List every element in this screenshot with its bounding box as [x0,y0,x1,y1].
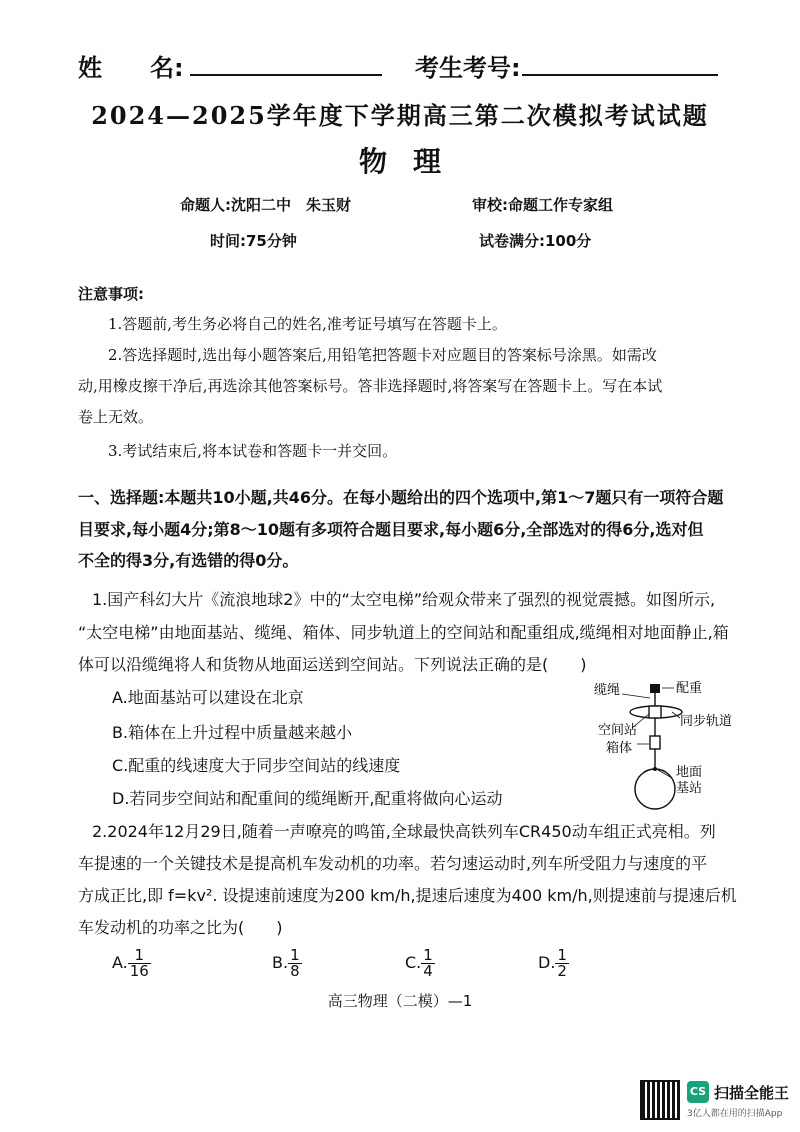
score-line: 试卷满分:100分 [479,232,592,250]
exam-title: 2024—2025学年度下学期高三第二次模拟考试试题 [91,101,709,130]
notice-item: 动,用橡皮擦干净后,再选涂其他答案标号。答非选择题时,将答案写在答题卡上。写在本试 [78,377,663,395]
notice-heading: 注意事项: [78,285,144,303]
label-cable: 缆绳 [594,683,621,698]
q1-line: 1.国产科幻大片《流浪地球2》中的“太空电梯”给观众带来了强烈的视觉震撼。如图所示, [92,590,716,609]
section-line: 目要求,每小题4分;第8～10题有多项符合题目要求,每小题6分,全部选对的得6分,选对但 [78,520,704,539]
notice-item: 3.考试结束后,将本试卷和答题卡一并交回。 [108,442,398,460]
label-station: 空间站 [598,723,638,738]
label-orbit: 同步轨道 [680,714,733,729]
section-line: 不全的得3分,有选错的得0分。 [78,551,299,570]
scanner-name: 扫描全能王 [714,1084,790,1102]
q1-option-d: D.若同步空间站和配重间的缆绳断开,配重将做向心运动 [112,789,503,808]
section-line: 一、选择题:本题共10小题,共46分。在每小题给出的四个选项中,第1～7题只有一项符合题 [78,488,724,507]
id-blank [522,74,718,76]
q1-option-a: A.地面基站可以建设在北京 [112,688,304,707]
q2-line: 车提速的一个关键技术是提高机车发动机的功率。若匀速运动时,列车所受阻力与速度的平 [78,854,708,873]
review-line: 审校:命题工作专家组 [472,196,613,214]
q2-option-c: C. $\frac{1}{4}$ [405,946,433,980]
elevator-box [650,736,660,749]
name-blank [190,74,382,76]
scanner-tagline: 3亿人都在用的扫描App [687,1109,783,1119]
notice-item: 1.答题前,考生务必将自己的姓名,准考证号填写在答题卡上。 [108,315,507,333]
q2-option-d: D. $\frac{1}{2}$ [538,946,567,980]
space-elevator-figure [592,678,742,810]
subject-title: 物理 [358,145,467,178]
q2-option-b: B. $\frac{1}{8}$ [272,946,300,980]
page-footer: 高三物理（二模）—1 [327,992,473,1010]
q1-option-b: B.箱体在上升过程中质量越来越小 [112,723,353,742]
author-line: 命题人:沈阳二中 朱玉财 [180,196,351,214]
label-box: 箱体 [606,741,633,756]
cs-logo-icon: CS [687,1081,709,1103]
time-line: 时间:75分钟 [210,232,297,250]
q1-line: “太空电梯”由地面基站、缆绳、箱体、同步轨道上的空间站和配重组成,缆绳相对地面静止,箱 [78,623,729,642]
label-counterweight: 配重 [676,681,703,696]
counterweight [650,684,660,693]
ground-station [653,767,657,771]
label-ground-2: 基站 [676,781,703,796]
notice-item: 卷上无效。 [78,408,154,426]
earth [635,769,675,809]
q2-line: 车发动机的功率之比为( ) [78,918,283,937]
space-station [649,706,661,718]
label-ground-1: 地面 [676,765,703,780]
name-label: 姓 名: [78,54,184,82]
q1-option-c: C.配重的线速度大于同步空间站的线速度 [112,756,401,775]
q2-line: 方成正比,即 f=kv². 设提速前速度为200 km/h,提速后速度为400 km/h,则提速前与提速后机 [78,886,737,905]
qr-code-icon [640,1080,680,1120]
notice-item: 2.答选择题时,选出每小题答案后,用铅笔把答题卡对应题目的答案标号涂黑。如需改 [108,346,657,364]
q2-line: 2.2024年12月29日,随着一声嘹亮的鸣笛,全球最快高铁列车CR450动车组正式亮相。列 [92,822,716,841]
q1-line: 体可以沿缆绳将人和货物从地面运送到空间站。下列说法正确的是( ) [78,655,587,674]
id-label: 考生考号: [415,54,521,82]
q2-option-a: A. $\frac{1}{16}$ [112,946,149,980]
